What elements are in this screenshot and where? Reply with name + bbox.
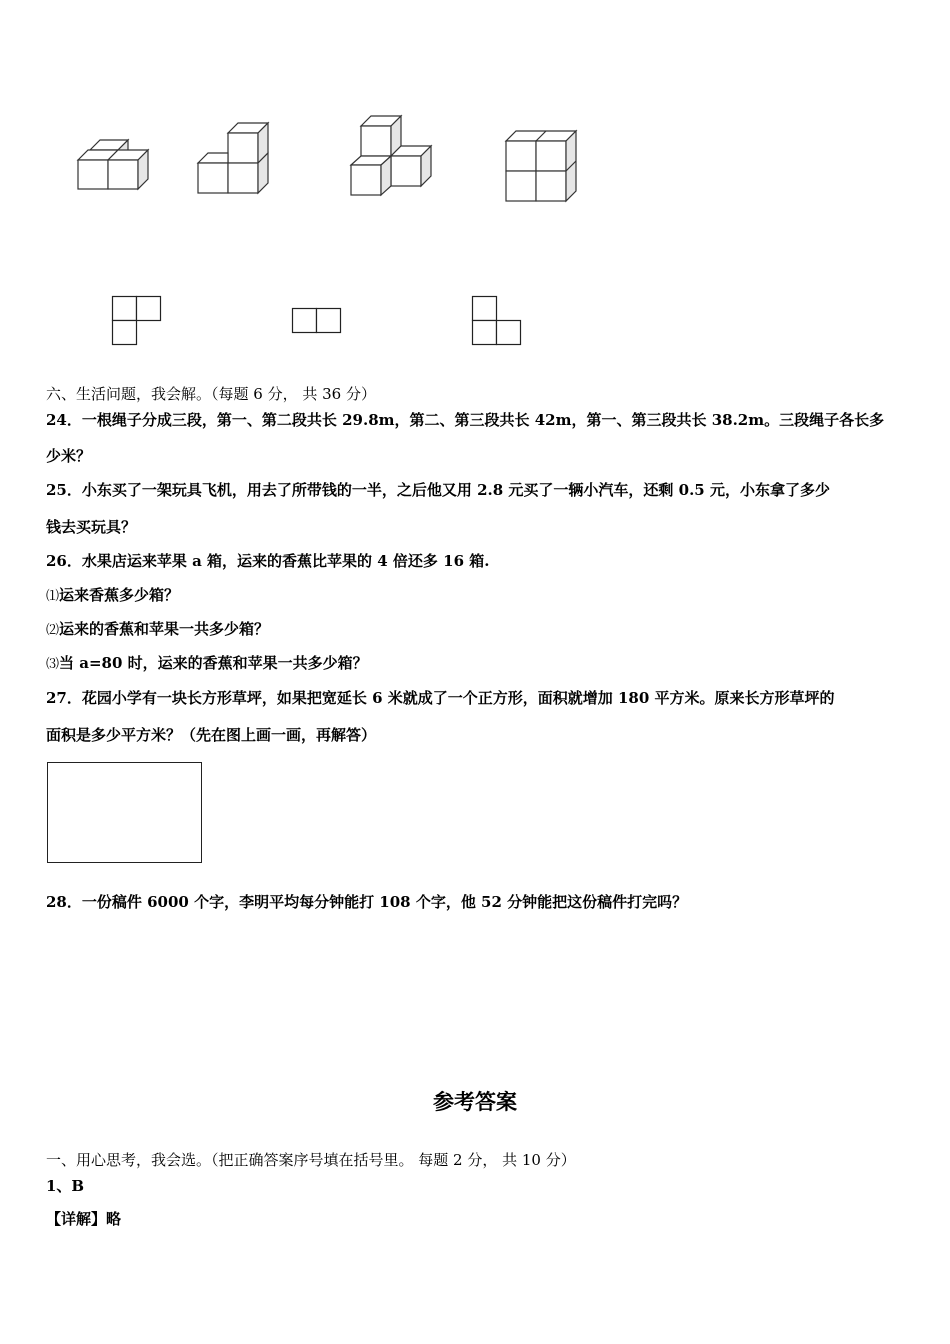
answer-1-detail [46,1209,121,1229]
view-figure-2 [292,308,344,336]
q26-sub3 [46,653,368,675]
q26-sub3-num: ⑶ [46,657,60,672]
q26-sub2-num: ⑵ [46,623,60,638]
q26-sub1 [46,585,179,607]
q25-line1: 25．小东买了一架玩具飞机，用去了所带钱的一半，之后他又用 2.8 元买了一辆小汽车，还剩 0.5 元，小东拿了多少 [46,481,830,499]
q24-line1: 24．一根绳子分成三段，第一、第二段共长 29.8m，第二、第三段共长 42m，第一、第三段共长 38.2m。三段绳子各长多 [46,411,885,429]
q28-text: 28．一份稿件 6000 个字，李明平均每分钟能打 108 个字，他 52 分钟能把这份稿件打完吗？ [46,893,688,911]
q25-line2: 钱去买玩具？ [46,518,137,536]
answers-section1-title: 一、用心思考，我会选。（把正确答案序号填在括号里。 每题 2 分， 共 10 分） [46,1151,576,1169]
answer-1: 1、B [46,1177,85,1195]
solid-figure-2 [190,115,280,205]
section6-title: 六、生活问题，我会解。（每题 6 分， 共 36 分） [46,385,376,403]
q26-sub1-text: 运来香蕉多少箱？ [59,586,180,604]
q27-rectangle-figure [47,762,202,863]
detail-text: 略 [106,1210,122,1228]
q26-sub2 [46,619,269,641]
solid-figure-3 [345,108,445,208]
solid-figure-4 [500,125,590,215]
q27-line1: 27．花园小学有一块长方形草坪，如果把宽延长 6 米就成了一个正方形，面积就增加 180 平方米。原来长方形草坪的 [46,689,835,707]
solid-figure-1 [70,130,160,200]
q26-sub2-text: 运来的香蕉和苹果一共多少箱？ [59,620,270,638]
detail-label: 【详解】 [46,1210,107,1228]
q27-line2: 面积是多少平方米？（先在图上画一画，再解答） [46,726,377,744]
q24-line2: 少米？ [46,447,92,465]
q26-sub3-text: 当 a=80 时，运来的香蕉和苹果一共多少箱？ [59,654,368,672]
q26-sub1-num: ⑴ [46,589,60,604]
view-figure-3 [472,296,524,348]
answers-title: 参考答案 [433,1090,517,1114]
q26-stem: 26．水果店运来苹果 a 箱，运来的香蕉比苹果的 4 倍还多 16 箱. [46,552,490,570]
view-figure-1 [112,296,164,348]
